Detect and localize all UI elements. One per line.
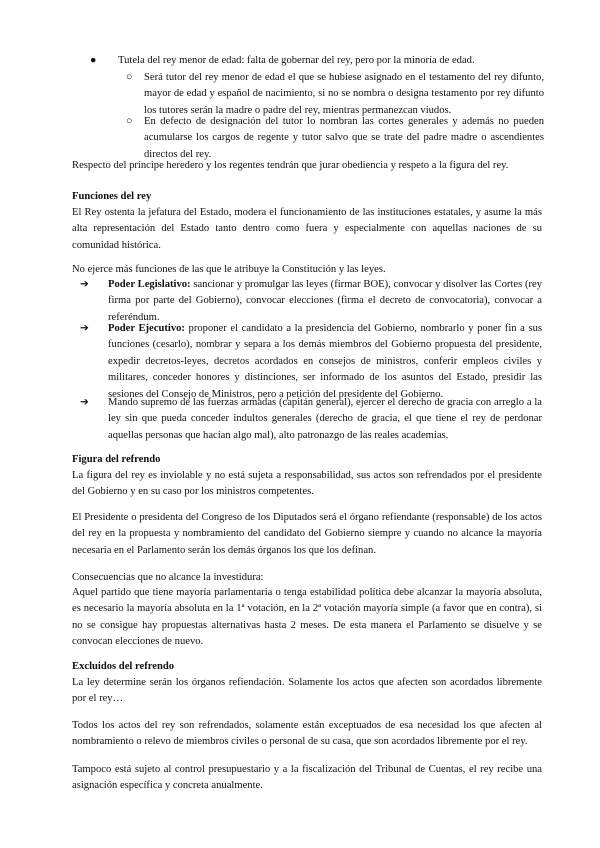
sub-text-defecto-designacion: En defecto de designación del tutor lo nombran las cortes generales y además no pueden acumularse los cargos de regente y tutor salvo que se trate del padre madre o ascendientes directos del rey.	[144, 116, 544, 160]
item-text-ejecutivo	[108, 321, 542, 403]
sub-item-defecto-designacion	[126, 114, 544, 163]
sub-item-tutor-testamento	[126, 70, 544, 119]
paragraph-consecuencias: Consecuencias que no alcance la investidura:	[72, 572, 264, 583]
arrow-icon: ➔	[80, 279, 89, 290]
arrow-icon: ➔	[80, 323, 89, 334]
heading-figura-refrendo: Figura del refrendo	[72, 454, 161, 465]
text-poder-legislativo: sancionar y promulgar las leyes (firmar BOE), convocar y disolver las Cortes (rey firma por parte del Gobierno), convocar elecciones (firma el decreto de convocatoria), convocar a referéndum.	[108, 279, 543, 323]
paragraph-jefatura: El Rey ostenta la jefatura del Estado, modera el funcionamiento de las instituciones estatales, y asume la más alta representación del Estado tanto dentro como fuera y especialmente con aquellas naciones de su comunidad histórica.	[72, 207, 542, 251]
sub-bullet-marker: ○	[126, 116, 133, 127]
paragraph-mayoria: Aquel partido que tiene mayoría parlamentaria o tenga estabilidad política debe alcanzar la mayoría absoluta, es necesario la mayoría absoluta en la 1ª votación, en la 2ª votación mayoría simple (a favor que en contra), si no se consigue hay propuestas alternativas hasta 2 meses. De esta manera el Parlamento se disuelve y se convocan elecciones de nuevo.	[72, 587, 542, 648]
list-item-mando-supremo	[80, 395, 542, 444]
label-poder-ejecutivo: Poder Ejecutivo:	[108, 323, 185, 334]
list-item-poder-legislativo	[80, 277, 542, 326]
label-poder-legislativo: Poder Legislativo:	[108, 279, 191, 290]
paragraph-inviolable: La figura del rey es inviolable y no está sujeta a responsabilidad, sus actos son refrendados por el presidente del Gobierno y en su caso por los ministros competentes.	[72, 470, 542, 498]
arrow-icon: ➔	[80, 397, 89, 408]
item-text-legislativo	[108, 277, 542, 326]
text-mando-supremo: Mando supremo de las fuerzas armadas (capitán general), ejercer el derecho de gracia con arreglo a la ley sin que pueda conceder indultos generales (derecho de gracia, el que tiene el rey de perdonar aquellas personas que hacían algo mal), alto patronazgo de las reales academias.	[108, 397, 542, 441]
paragraph-todos-actos: Todos los actos del rey son refrendados, solamente están exceptuados de esa necesidad los que afecten al nombramiento o relevo de miembros civiles o personal de su casa, que son acordados libremente por el rey.	[72, 720, 542, 748]
paragraph-respecto: Respecto del príncipe heredero y los regentes tendrán que jurar obediencia y respeto a la figura del rey.	[72, 160, 509, 171]
heading-excluidos-refrendo: Excluidos del refrendo	[72, 661, 175, 672]
paragraph-no-ejerce: No ejerce más funciones de las que le atribuye la Constitución y las leyes.	[72, 264, 386, 275]
bullet-item-tutela	[90, 53, 560, 69]
paragraph-presidente-congreso: El Presidente o presidenta del Congreso de los Diputados será el órgano refiendante (responsable) de los actos del rey en la propuesta y nombramiento del candidato del Gobierno siempre y cuando no alcance la mayoría necesaria en el Parlamento serán los demás órganos los que los definan.	[72, 512, 542, 556]
paragraph-control-presupuestario: Tampoco está sujeto al control presupuestario y a la fiscalización del Tribunal de Cuentas, el rey recibe una asignación específica y concreta anualmente.	[72, 764, 542, 792]
sub-text-tutor-testamento: Será tutor del rey menor de edad el que se hubiese asignado en el testamento del rey difunto, mayor de edad y español de nacimiento, si no se nombra o designa testamento por rey difunto los tutores serán la madre o padre del rey, mientras permanezcan viudos.	[144, 72, 544, 116]
text-poder-ejecutivo: proponer el candidato a la presidencia del Gobierno, nombrarlo y poner fin a sus funciones (cesarlo), nombrar y separa a los demás miembros del Gobierno propuesta del presidente, expedir decretos-leyes, decretos acordados en consejos de ministros, conferir empleos civiles y militares, conceder honores y distinciones, ser informado de los asuntos del Estado, presidir las sesiones del Consejo de Ministros, pero a petición del presidente del Gobierno.	[108, 323, 542, 400]
list-item-poder-ejecutivo	[80, 321, 542, 403]
sub-bullet-marker: ○	[126, 72, 133, 83]
bullet-marker: ●	[90, 55, 97, 66]
paragraph-ley-determine: La ley determine serán los órganos refiendación. Solamente los actos que afecten son acordados libremente por el rey…	[72, 677, 542, 705]
heading-funciones: Funciones del rey	[72, 191, 152, 202]
bullet-text-tutela: Tutela del rey menor de edad: falta de gobernar del rey, pero por la minoría de edad.	[118, 55, 475, 66]
